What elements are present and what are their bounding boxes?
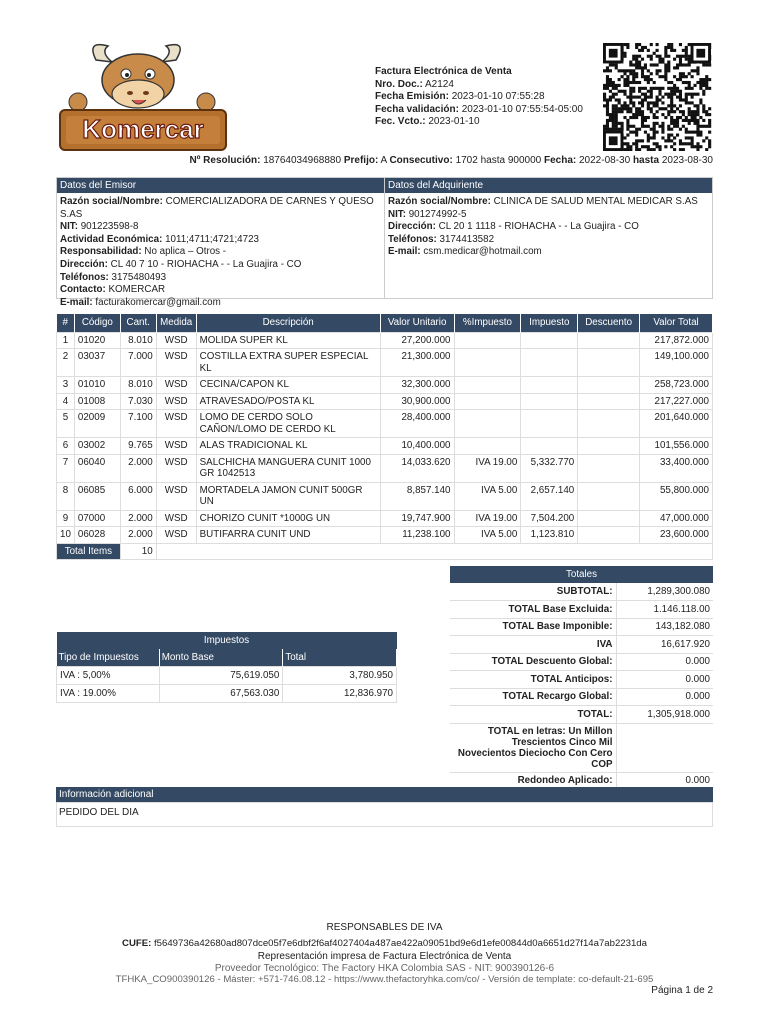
totals-table	[450, 566, 713, 790]
totals-row	[450, 723, 713, 772]
adquiriente-row-value: 901274992-5	[405, 208, 467, 220]
table-cell: 1	[57, 332, 75, 349]
table-cell: 7.030	[120, 393, 156, 410]
table-cell	[454, 377, 521, 394]
impuestos-table	[56, 632, 397, 703]
table-cell: LOMO DE CERDO SOLO CAÑON/LOMO DE CERDO KL	[196, 410, 380, 438]
adquiriente-row	[388, 196, 709, 209]
fecha-validacion-label: Fecha validación:	[375, 103, 459, 115]
bull-mascot-icon	[56, 38, 231, 156]
table-cell: 217,872.000	[640, 332, 713, 349]
emisor-row-label: Teléfonos:	[60, 271, 109, 283]
totals-label: TOTAL Base Imponible:	[450, 618, 616, 636]
table-row	[57, 332, 713, 349]
fec-vcto: 2023-01-10	[428, 116, 480, 127]
totals-label: TOTAL Base Excluida:	[450, 601, 616, 619]
table-cell: 9	[57, 510, 75, 527]
cufe-label: CUFE:	[122, 938, 152, 949]
table-cell: 8,857.140	[380, 482, 454, 510]
info-panel	[56, 787, 713, 827]
impuestos-column-header: Monto Base	[159, 649, 283, 666]
total-items-value: 10	[120, 543, 156, 560]
table-cell	[578, 527, 640, 544]
table-cell: 47,000.000	[640, 510, 713, 527]
table-cell: 06085	[74, 482, 120, 510]
items-column-header: Valor Unitario	[380, 314, 454, 332]
table-cell: 101,556.000	[640, 438, 713, 455]
table-row	[57, 482, 713, 510]
table-cell: 07000	[74, 510, 120, 527]
table-cell: 02009	[74, 410, 120, 438]
totals-value: 0.000	[616, 688, 713, 706]
emisor-row	[60, 297, 381, 310]
total-items-empty	[156, 543, 712, 560]
table-cell: 7,504.200	[521, 510, 578, 527]
adquiriente-body	[385, 193, 712, 262]
table-cell: 8.010	[120, 332, 156, 349]
table-cell: 19,747.900	[380, 510, 454, 527]
totals-label: TOTAL en letras: Un Millon Trescientos Cinco Mil Novecientos Dieciocho Con Cero COP	[450, 723, 616, 772]
table-cell: 5,332.770	[521, 454, 578, 482]
emisor-row-value: No aplica – Otros -	[141, 246, 227, 258]
table-cell: 27,200.000	[380, 332, 454, 349]
impuestos-column-header: Total	[283, 649, 397, 666]
totals-row	[450, 653, 713, 671]
totals-value	[616, 723, 713, 772]
responsables-label: RESPONSABLES DE IVA	[326, 922, 443, 933]
table-cell: BUTIFARRA CUNIT UND	[196, 527, 380, 544]
table-cell	[521, 438, 578, 455]
table-cell	[521, 377, 578, 394]
table-cell: 23,600.000	[640, 527, 713, 544]
emisor-row-value: 1011;4711;4721;4723	[162, 233, 259, 245]
items-column-header: %Impuesto	[454, 314, 521, 332]
hasta-label: hasta	[632, 155, 660, 166]
totals-row	[450, 583, 713, 601]
emisor-row	[60, 246, 381, 259]
adquiriente-row-label: NIT:	[388, 208, 406, 220]
table-cell	[578, 393, 640, 410]
totals-value: 1,289,300.080	[616, 583, 713, 601]
table-cell: IVA 19.00	[454, 454, 521, 482]
table-cell	[578, 438, 640, 455]
emisor-body	[57, 193, 384, 312]
emisor-header: Datos del Emisor	[57, 178, 384, 193]
table-cell: 75,619.050	[159, 666, 283, 684]
emisor-row	[60, 234, 381, 247]
prefijo: A	[380, 155, 387, 166]
emisor-row-label: E-mail:	[60, 296, 93, 308]
cufe-line	[56, 938, 713, 949]
table-cell	[578, 377, 640, 394]
table-cell: 01008	[74, 393, 120, 410]
table-row	[57, 527, 713, 544]
tfhka-line: TFHKA_CO900390126 - Máster: +571-746.08.12 - https://www.thefactoryhka.com/co/ - Versión de template: co-default-21-695	[115, 974, 654, 985]
representacion-line: Representación impresa de Factura Electrónica de Venta	[257, 951, 512, 962]
table-row	[57, 377, 713, 394]
table-cell: COSTILLA EXTRA SUPER ESPECIAL KL	[196, 349, 380, 377]
table-cell: 12,836.970	[283, 684, 397, 702]
table-cell	[521, 393, 578, 410]
items-column-header: #	[57, 314, 75, 332]
totals-value: 1.146.118.00	[616, 601, 713, 619]
table-cell: 2,657.140	[521, 482, 578, 510]
table-cell: 3,780.950	[283, 666, 397, 684]
adquiriente-row-value: 3174413582	[436, 233, 495, 245]
table-cell: 11,238.100	[380, 527, 454, 544]
totals-row	[450, 601, 713, 619]
totals-value: 0.000	[616, 671, 713, 689]
totals-label: SUBTOTAL:	[450, 583, 616, 601]
items-column-header: Código	[74, 314, 120, 332]
totals-label: TOTAL:	[450, 706, 616, 724]
totals-row	[450, 618, 713, 636]
totals-value: 143,182.080	[616, 618, 713, 636]
items-column-header: Medida	[156, 314, 196, 332]
totals-header: Totales	[450, 566, 713, 583]
prefijo-label: Prefijo:	[343, 155, 379, 166]
table-cell: WSD	[156, 410, 196, 438]
table-cell: MORTADELA JAMON CUNIT 500GR UN	[196, 482, 380, 510]
table-row	[57, 684, 397, 702]
table-cell: WSD	[156, 393, 196, 410]
table-cell: ALAS TRADICIONAL KL	[196, 438, 380, 455]
table-cell: 32,300.000	[380, 377, 454, 394]
table-cell	[454, 349, 521, 377]
table-cell: 67,563.030	[159, 684, 283, 702]
table-cell: 3	[57, 377, 75, 394]
table-cell: 8.010	[120, 377, 156, 394]
table-cell: 06040	[74, 454, 120, 482]
adquiriente-row-label: Dirección:	[388, 221, 436, 233]
table-cell: IVA : 19.00%	[57, 684, 160, 702]
table-cell: WSD	[156, 377, 196, 394]
table-cell: 7.000	[120, 349, 156, 377]
totals-row	[450, 671, 713, 689]
table-cell: WSD	[156, 527, 196, 544]
table-cell: 6.000	[120, 482, 156, 510]
table-cell	[521, 410, 578, 438]
table-row	[57, 510, 713, 527]
table-cell: 01020	[74, 332, 120, 349]
fecha-emision: 2023-01-10 07:55:28	[451, 91, 545, 102]
consecutivo: 1702 hasta 900000	[455, 155, 542, 166]
total-items-label: Total Items	[57, 543, 121, 560]
emisor-row	[60, 272, 381, 285]
items-column-header: Cant.	[120, 314, 156, 332]
table-cell: WSD	[156, 454, 196, 482]
table-cell: 149,100.000	[640, 349, 713, 377]
info-text: PEDIDO DEL DIA	[56, 802, 713, 827]
totals-row	[450, 706, 713, 724]
table-cell: MOLIDA SUPER KL	[196, 332, 380, 349]
page-number: Página 1 de 2	[651, 985, 713, 996]
qr-code-icon	[601, 43, 713, 151]
emisor-row-label: Actividad Económica:	[60, 233, 163, 245]
table-cell	[578, 510, 640, 527]
items-column-header: Descuento	[578, 314, 640, 332]
adquiriente-row	[388, 234, 709, 247]
nro-doc: A2124	[425, 78, 454, 90]
table-cell	[578, 332, 640, 349]
emisor-row-value: KOMERCAR	[105, 284, 166, 296]
table-cell: 217,227.000	[640, 393, 713, 410]
resolution-number: 18764034968880	[263, 155, 342, 166]
items-column-header: Valor Total	[640, 314, 713, 332]
emisor-row-value: 901223598-8	[77, 221, 139, 233]
table-cell: WSD	[156, 510, 196, 527]
emisor-row	[60, 221, 381, 234]
table-cell	[454, 438, 521, 455]
hasta: 2023-08-30	[661, 155, 713, 166]
adquiriente-row-value: csm.medicar@hotmail.com	[420, 246, 542, 258]
adquiriente-row-label: E-mail:	[388, 246, 421, 258]
totals-value: 1,305,918.000	[616, 706, 713, 724]
table-cell: 10,400.000	[380, 438, 454, 455]
table-row	[57, 349, 713, 377]
emisor-row-value: COMERCIALIZADORA DE CARNES Y QUESO S.AS	[60, 196, 374, 220]
totals-value: 0.000	[616, 772, 713, 790]
emisor-row-value: facturakomercar@gmail.com	[92, 296, 221, 308]
table-cell: 30,900.000	[380, 393, 454, 410]
table-cell	[578, 482, 640, 510]
table-cell: CECINA/CAPON KL	[196, 377, 380, 394]
table-cell	[454, 332, 521, 349]
table-cell	[521, 332, 578, 349]
table-cell	[578, 454, 640, 482]
emisor-row-label: Razón social/Nombre:	[60, 196, 163, 207]
document-header	[375, 66, 583, 129]
total-items-row	[57, 543, 713, 560]
emisor-row-label: NIT:	[60, 221, 78, 233]
emisor-row	[60, 196, 381, 221]
table-cell: 1,123.810	[521, 527, 578, 544]
table-cell: 2.000	[120, 510, 156, 527]
adquiriente-row-value: CLINICA DE SALUD MENTAL MEDICAR S.AS	[490, 196, 698, 207]
table-cell: 7.100	[120, 410, 156, 438]
table-cell: 5	[57, 410, 75, 438]
table-cell: 4	[57, 393, 75, 410]
table-cell: 03037	[74, 349, 120, 377]
table-cell: 01010	[74, 377, 120, 394]
cufe-value: f5649736a42680ad807dce05f7e6dbf2f6af4027404a487ae422a09051bd9e6d1efe00844d0a6651d27f14a7ab2231da	[151, 938, 647, 949]
adquiriente-row-label: Razón social/Nombre:	[388, 196, 491, 207]
table-cell: IVA 5.00	[454, 527, 521, 544]
impuestos-column-header: Tipo de Impuestos	[57, 649, 160, 666]
emisor-row-label: Contacto:	[60, 284, 106, 296]
totals-label: TOTAL Anticipos:	[450, 671, 616, 689]
table-cell: 06028	[74, 527, 120, 544]
fecha-validacion: 2023-01-10 07:55:54-05:00	[461, 103, 583, 115]
fec-vcto-label: Fec. Vcto.:	[375, 116, 426, 127]
table-cell: 03002	[74, 438, 120, 455]
table-cell: IVA 5.00	[454, 482, 521, 510]
resolution-label: Nº Resolución:	[189, 155, 261, 166]
table-cell: 2.000	[120, 527, 156, 544]
table-cell	[578, 349, 640, 377]
table-cell: 9.765	[120, 438, 156, 455]
company-logo	[56, 38, 231, 156]
document-type: Factura Electrónica de Venta	[375, 66, 512, 77]
table-cell: 258,723.000	[640, 377, 713, 394]
table-cell	[454, 410, 521, 438]
emisor-row-value: 3175480493	[108, 271, 167, 283]
table-cell: WSD	[156, 482, 196, 510]
totals-label: TOTAL Recargo Global:	[450, 688, 616, 706]
table-row	[57, 666, 397, 684]
table-row	[57, 454, 713, 482]
totals-label: TOTAL Descuento Global:	[450, 653, 616, 671]
table-cell	[578, 410, 640, 438]
table-cell	[454, 393, 521, 410]
adquiriente-header: Datos del Adquiriente	[385, 178, 712, 193]
totals-value: 16,617.920	[616, 636, 713, 654]
adquiriente-row-label: Teléfonos:	[388, 233, 437, 245]
totals-label: Redondeo Aplicado:	[450, 772, 616, 790]
info-header: Información adicional	[56, 787, 713, 802]
adquiriente-panel	[384, 177, 713, 299]
adquiriente-row	[388, 221, 709, 234]
impuestos-header: Impuestos	[57, 632, 397, 649]
table-cell: 7	[57, 454, 75, 482]
nro-doc-label: Nro. Doc.:	[375, 78, 423, 90]
table-row	[57, 393, 713, 410]
fecha-emision-label: Fecha Emisión:	[375, 91, 449, 102]
table-cell: 201,640.000	[640, 410, 713, 438]
totals-row	[450, 688, 713, 706]
table-cell: 55,800.000	[640, 482, 713, 510]
table-cell: 33,400.000	[640, 454, 713, 482]
table-cell: SALCHICHA MANGUERA CUNIT 1000 GR 1042513	[196, 454, 380, 482]
table-cell: IVA : 5,00%	[57, 666, 160, 684]
table-cell	[521, 349, 578, 377]
table-cell: 21,300.000	[380, 349, 454, 377]
emisor-panel	[56, 177, 385, 308]
table-cell: 2	[57, 349, 75, 377]
emisor-row	[60, 259, 381, 272]
table-cell: 2.000	[120, 454, 156, 482]
adquiriente-row-value: CL 20 1 1118 - RIOHACHA - - La Guajira - CO	[435, 221, 639, 233]
totals-label: IVA	[450, 636, 616, 654]
items-table	[56, 314, 713, 560]
proveedor-line: Proveedor Tecnológico: The Factory HKA Colombia SAS - NIT: 900390126-6	[214, 963, 555, 974]
logo-text: Komercar	[82, 114, 204, 144]
adquiriente-row	[388, 209, 709, 222]
table-cell: WSD	[156, 332, 196, 349]
resolution-line	[56, 155, 713, 166]
fecha-label: Fecha:	[543, 155, 577, 166]
table-row	[57, 438, 713, 455]
table-cell: IVA 19.00	[454, 510, 521, 527]
table-cell: ATRAVESADO/POSTA KL	[196, 393, 380, 410]
table-row	[57, 410, 713, 438]
totals-value: 0.000	[616, 653, 713, 671]
emisor-row-label: Dirección:	[60, 258, 108, 270]
table-cell: 6	[57, 438, 75, 455]
emisor-row-value: CL 40 7 10 - RIOHACHA - - La Guajira - CO	[107, 258, 302, 270]
table-cell: 28,400.000	[380, 410, 454, 438]
emisor-row	[60, 284, 381, 297]
consecutivo-label: Consecutivo:	[389, 155, 453, 166]
totals-row	[450, 636, 713, 654]
table-cell: CHORIZO CUNIT *1000G UN	[196, 510, 380, 527]
fecha: 2022-08-30	[579, 155, 631, 166]
table-cell: WSD	[156, 349, 196, 377]
items-column-header: Impuesto	[521, 314, 578, 332]
adquiriente-row	[388, 246, 709, 259]
table-cell: 14,033.620	[380, 454, 454, 482]
emisor-row-label: Responsabilidad:	[60, 246, 142, 258]
table-cell: 10	[57, 527, 75, 544]
table-cell: 8	[57, 482, 75, 510]
items-column-header: Descripción	[196, 314, 380, 332]
table-cell: WSD	[156, 438, 196, 455]
